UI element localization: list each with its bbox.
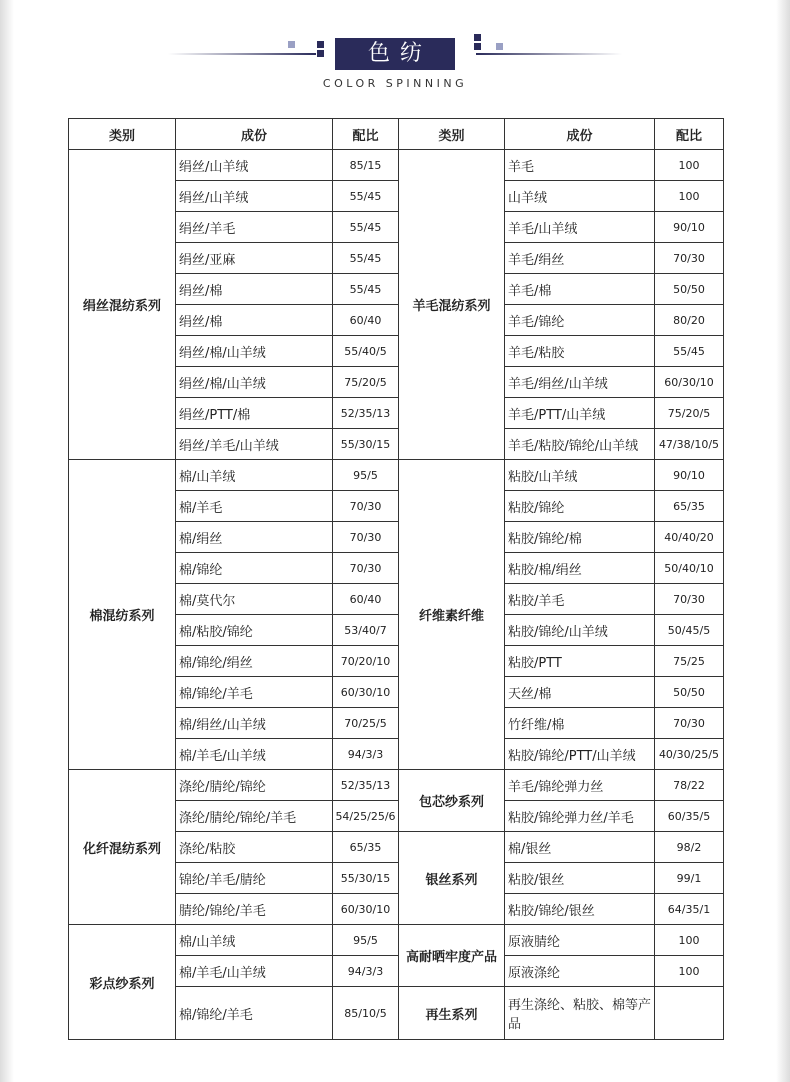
composition-cell: 棉/锦纶/羊毛 [176,987,333,1040]
composition-cell: 粘胶/锦纶/山羊绒 [505,615,655,646]
ratio-cell: 55/45 [655,336,724,367]
ratio-cell: 54/25/25/6 [333,801,399,832]
composition-cell: 绢丝/亚麻 [176,243,333,274]
composition-cell: 粘胶/锦纶/棉 [505,522,655,553]
composition-cell: 山羊绒 [505,181,655,212]
composition-cell: 涤纶/粘胶 [176,832,333,863]
composition-cell: 粘胶/锦纶/PTT/山羊绒 [505,739,655,770]
yarn-composition-table [68,118,724,1040]
composition-cell: 羊毛/棉 [505,274,655,305]
composition-cell: 羊毛 [505,150,655,181]
category-cell: 再生系列 [399,987,505,1040]
composition-cell: 涤纶/腈纶/锦纶 [176,770,333,801]
ratio-cell: 70/30 [333,491,399,522]
ratio-cell: 60/30/10 [655,367,724,398]
category-cell: 化纤混纺系列 [69,770,176,925]
composition-cell: 粘胶/锦纶 [505,491,655,522]
category-cell: 纤维素纤维 [399,460,505,770]
composition-cell: 天丝/棉 [505,677,655,708]
ratio-cell: 60/40 [333,305,399,336]
ratio-cell: 60/35/5 [655,801,724,832]
composition-cell: 绢丝/山羊绒 [176,181,333,212]
composition-cell: 羊毛/粘胶 [505,336,655,367]
header-ratio: 配比 [333,119,399,150]
composition-cell: 棉/粘胶/锦纶 [176,615,333,646]
ratio-cell: 70/30 [655,584,724,615]
ratio-cell: 70/30 [655,243,724,274]
ratio-cell: 95/5 [333,460,399,491]
composition-cell: 棉/羊毛/山羊绒 [176,956,333,987]
header-rule-left [168,53,316,55]
ratio-cell [655,987,724,1040]
composition-cell: 棉/锦纶/绢丝 [176,646,333,677]
category-cell: 绢丝混纺系列 [69,150,176,460]
composition-cell: 绢丝/棉 [176,274,333,305]
composition-cell: 棉/羊毛 [176,491,333,522]
ratio-cell: 100 [655,150,724,181]
composition-cell: 羊毛/绢丝 [505,243,655,274]
ratio-cell: 50/45/5 [655,615,724,646]
table-row [69,770,724,801]
decor-square [317,50,324,57]
composition-cell: 棉/银丝 [505,832,655,863]
ratio-cell: 80/20 [655,305,724,336]
ratio-cell: 52/35/13 [333,398,399,429]
section-header [0,0,790,100]
composition-cell: 涤纶/腈纶/锦纶/羊毛 [176,801,333,832]
section-subtitle: COLOR SPINNING [322,77,468,90]
ratio-cell: 95/5 [333,925,399,956]
ratio-cell: 94/3/3 [333,739,399,770]
ratio-cell: 70/20/10 [333,646,399,677]
composition-cell: 绢丝/羊毛 [176,212,333,243]
ratio-cell: 100 [655,181,724,212]
ratio-cell: 100 [655,956,724,987]
header-rule-right [476,53,622,55]
ratio-cell: 100 [655,925,724,956]
decor-square [474,34,481,41]
ratio-cell: 60/30/10 [333,677,399,708]
composition-cell: 棉/山羊绒 [176,460,333,491]
ratio-cell: 40/40/20 [655,522,724,553]
composition-cell: 绢丝/棉 [176,305,333,336]
ratio-cell: 70/30 [333,553,399,584]
composition-cell: 粘胶/山羊绒 [505,460,655,491]
decor-square [496,43,503,50]
ratio-cell: 47/38/10/5 [655,429,724,460]
page-edge-right [776,0,790,1082]
ratio-cell: 53/40/7 [333,615,399,646]
ratio-cell: 55/30/15 [333,863,399,894]
header-category: 类别 [69,119,176,150]
ratio-cell: 50/50 [655,677,724,708]
composition-cell: 粘胶/锦纶/银丝 [505,894,655,925]
composition-cell: 粘胶/羊毛 [505,584,655,615]
ratio-cell: 70/25/5 [333,708,399,739]
composition-cell: 羊毛/粘胶/锦纶/山羊绒 [505,429,655,460]
composition-cell: 腈纶/锦纶/羊毛 [176,894,333,925]
composition-cell: 再生涤纶、粘胶、棉等产品 [505,987,655,1040]
composition-cell: 原液涤纶 [505,956,655,987]
composition-cell: 羊毛/山羊绒 [505,212,655,243]
ratio-cell: 75/20/5 [655,398,724,429]
ratio-cell: 64/35/1 [655,894,724,925]
composition-cell: 棉/锦纶 [176,553,333,584]
ratio-cell: 90/10 [655,212,724,243]
ratio-cell: 50/50 [655,274,724,305]
ratio-cell: 75/25 [655,646,724,677]
ratio-cell: 94/3/3 [333,956,399,987]
category-cell: 棉混纺系列 [69,460,176,770]
composition-cell: 绢丝/棉/山羊绒 [176,336,333,367]
ratio-cell: 55/30/15 [333,429,399,460]
composition-cell: 粘胶/锦纶弹力丝/羊毛 [505,801,655,832]
category-cell: 高耐晒牢度产品 [399,925,505,987]
composition-cell: 羊毛/PTT/山羊绒 [505,398,655,429]
composition-cell: 棉/山羊绒 [176,925,333,956]
ratio-cell: 60/30/10 [333,894,399,925]
composition-cell: 原液腈纶 [505,925,655,956]
composition-cell: 棉/绢丝 [176,522,333,553]
ratio-cell: 55/45 [333,274,399,305]
decor-square [288,41,295,48]
table-row [69,150,724,181]
composition-cell: 绢丝/棉/山羊绒 [176,367,333,398]
ratio-cell: 65/35 [655,491,724,522]
ratio-cell: 70/30 [333,522,399,553]
table-row [69,925,724,956]
category-cell: 羊毛混纺系列 [399,150,505,460]
ratio-cell: 85/10/5 [333,987,399,1040]
composition-cell: 粘胶/PTT [505,646,655,677]
composition-cell: 竹纤维/棉 [505,708,655,739]
ratio-cell: 75/20/5 [333,367,399,398]
composition-cell: 绢丝/羊毛/山羊绒 [176,429,333,460]
composition-cell: 羊毛/锦纶 [505,305,655,336]
ratio-cell: 90/10 [655,460,724,491]
composition-cell: 棉/羊毛/山羊绒 [176,739,333,770]
composition-cell: 棉/莫代尔 [176,584,333,615]
ratio-cell: 99/1 [655,863,724,894]
ratio-cell: 60/40 [333,584,399,615]
composition-cell: 绢丝/PTT/棉 [176,398,333,429]
ratio-cell: 55/45 [333,181,399,212]
ratio-cell: 52/35/13 [333,770,399,801]
composition-cell: 棉/锦纶/羊毛 [176,677,333,708]
ratio-cell: 55/45 [333,243,399,274]
header-composition: 成份 [176,119,333,150]
section-title: 色纺 [335,38,455,70]
ratio-cell: 50/40/10 [655,553,724,584]
ratio-cell: 55/45 [333,212,399,243]
ratio-cell: 70/30 [655,708,724,739]
ratio-cell: 65/35 [333,832,399,863]
composition-cell: 羊毛/绢丝/山羊绒 [505,367,655,398]
category-cell: 彩点纱系列 [69,925,176,1040]
table-row [69,460,724,491]
table-header-row [69,119,724,150]
header-ratio: 配比 [655,119,724,150]
composition-cell: 粘胶/银丝 [505,863,655,894]
decor-square [317,41,324,48]
composition-cell: 棉/绢丝/山羊绒 [176,708,333,739]
decor-square [474,43,481,50]
composition-cell: 绢丝/山羊绒 [176,150,333,181]
header-composition: 成份 [505,119,655,150]
ratio-cell: 85/15 [333,150,399,181]
category-cell: 银丝系列 [399,832,505,925]
ratio-cell: 40/30/25/5 [655,739,724,770]
ratio-cell: 98/2 [655,832,724,863]
composition-cell: 锦纶/羊毛/腈纶 [176,863,333,894]
header-category: 类别 [399,119,505,150]
category-cell: 包芯纱系列 [399,770,505,832]
ratio-cell: 55/40/5 [333,336,399,367]
ratio-cell: 78/22 [655,770,724,801]
composition-cell: 粘胶/棉/绢丝 [505,553,655,584]
composition-cell: 羊毛/锦纶弹力丝 [505,770,655,801]
page-edge-left [0,0,14,1082]
